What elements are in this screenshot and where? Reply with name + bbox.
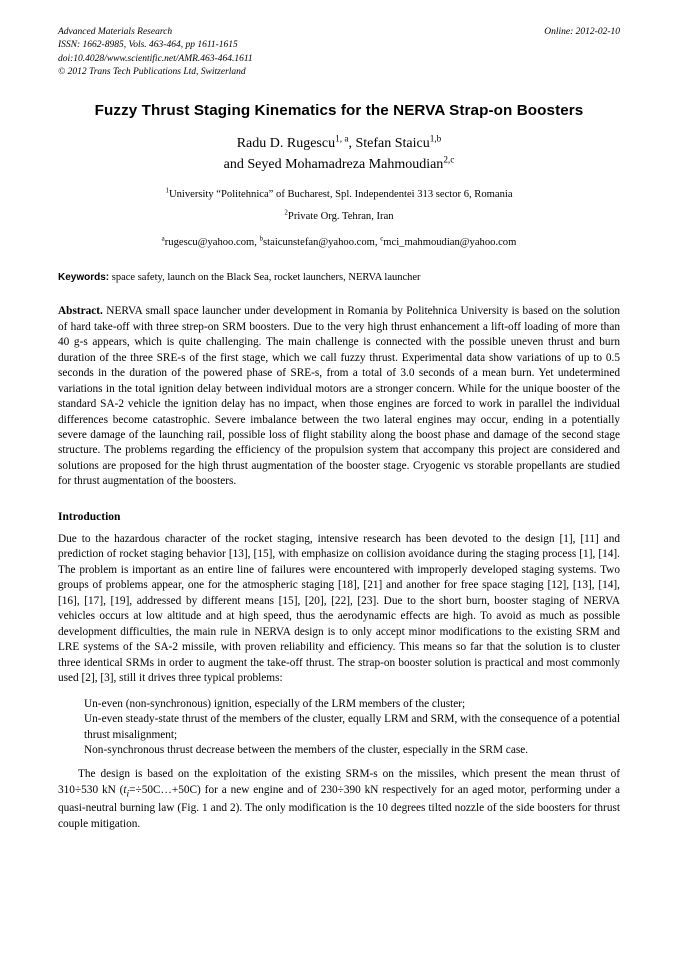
online-date: Online: 2012-02-10	[544, 27, 620, 37]
intro-paragraph-1: Due to the hazardous character of the rocket staging, intensive research has been devoted to the design [1], [11] and prediction of rocket staging behavior [13], [15], with emphasize on collision avoidance during the staging process [1], [14]. The problem is important as an entire line of failures were encountered with improperly developed staging systems. Two groups of problems appear, one for the atmospheric staging [18], [21] and another for free space staging [12], [13], [14], [16], [17], [19], addressed by different means [15], [20], [22], [23]. Due to the short burn, booster staging of NERVA vehicles occurs at low altitude and at high speed, thus the aerodynamic effects are high. To avoid as much as possible development difficulties, the main rule in NERVA design is to only accept minor modifications to the existing SRM and LRE systems of the SA-2 missile, with proven reliability and efficiency. This means so far that the solution is to cluster three identical SRMs in order to augment the take-off thrust. The strap-on booster solution is practical and most commonly used [2], [3], still it drives three typical problems:	[58, 532, 620, 685]
keywords-label: Keywords:	[58, 271, 110, 283]
email-1-sup: a	[161, 234, 165, 243]
list-item: Un-even steady-state thrust of the members of the cluster, equally LRM and SRM, with the consequence of a potential thrust misalignment;	[84, 713, 620, 741]
intro-paragraph-2	[58, 767, 620, 832]
variable-t: t	[123, 783, 127, 796]
author-line-1	[236, 133, 442, 151]
author-1-sup: 1, a	[335, 133, 349, 144]
author-emails	[58, 234, 620, 248]
header-left-block	[58, 26, 253, 80]
journal-name: Advanced Materials Research	[58, 27, 173, 37]
email-3-sup: c	[380, 234, 384, 243]
affiliation-2-text: Private Org. Tehran, Iran	[287, 211, 394, 223]
author-2-name: , Stefan Staicu	[348, 135, 430, 151]
author-1-name: Radu D. Rugescu	[236, 135, 336, 151]
author-list	[58, 133, 620, 175]
abstract-label: Abstract.	[58, 305, 103, 318]
email-1: rugescu@yahoo.com,	[164, 236, 260, 248]
list-item: Un-even (non-synchronous) ignition, especially of the LRM members of the cluster;	[84, 697, 466, 710]
abstract-block	[58, 304, 620, 490]
page-title: Fuzzy Thrust Staging Kinematics for the NERVA Strap-on Boosters	[94, 101, 584, 119]
intro-p2-part-a: The design is based on the exploitation of the existing SRM-s on the missiles, which present the mean thrust of 310÷530 kN (	[58, 768, 620, 796]
list-item: Non-synchronous thrust decrease between the members of the cluster, especially in the SRM case.	[84, 743, 529, 756]
page-header	[58, 26, 620, 80]
copyright-line: © 2012 Trans Tech Publications Ltd, Switzerland	[58, 67, 246, 78]
author-3-sup: 2,c	[443, 154, 455, 165]
email-2-sup: b	[259, 234, 264, 243]
variable-subscript: i	[126, 789, 130, 800]
email-3: mci_mahmoudian@yahoo.com	[383, 236, 517, 248]
affiliations	[58, 187, 620, 226]
doi-line: doi:10.4028/www.scientific.net/AMR.463-464.1611	[58, 53, 253, 64]
affiliation-1-sup: 1	[165, 186, 169, 195]
affiliation-1	[58, 187, 620, 203]
issn-line: ISSN: 1662-8985, Vols. 463-464, pp 1611-1615	[58, 40, 238, 51]
author-2-sup: 1,b	[429, 133, 442, 144]
keywords-block	[58, 270, 620, 286]
keywords-value: space safety, launch on the Black Sea, rocket launchers, NERVA launcher	[109, 271, 421, 283]
affiliation-2-sup: 2	[284, 208, 288, 217]
author-line-2	[58, 154, 620, 175]
email-2: staicunstefan@yahoo.com,	[263, 236, 381, 248]
author-3-name: and Seyed Mohamadreza Mahmoudian	[223, 156, 444, 172]
affiliation-2	[58, 209, 620, 225]
problem-list	[58, 697, 620, 759]
affiliation-1-text: University “Politehnica” of Bucharest, Spl. Independentei 313 sector 6, Romania	[168, 188, 513, 200]
intro-p2-part-b: =÷50C…+50C) for a new engine and of 230÷390 kN respectively for an aged motor, performing under a quasi-neutral burning law (Fig. 1 and 2). The only modification is the 10 degrees tilted nozzle of the side boosters for thrust couple mitigation.	[58, 783, 620, 830]
abstract-text: NERVA small space launcher under development in Romania by Politehnica University is based on the solution of hard take-off with three strep-on SRM boosters. Due to the very high thrust enhancement a lift-off loading of more than 40 g-s appears, which is quite challenging. The main challenge is connected with the possible uneven thrust and burn duration of the three SRE-s of the first stage, which we call fuzzy thrust. Experimental data show variations of up to 0.5 seconds in the duration of the powered phase of SRE-s, from a total of 3.0 seconds of a mean burn. Yet undetermined variations in the total ignition delay between individual motors are a stronger concern. While for the unique booster of the standard SA-2 vehicle the ignition delay has no impact, when those engines are forced to work in parallel the individual differences become catastrophic. Severe imbalance between the two lateral engines may occur, ending in a potentially severe damage of the launching rail, possible loss of flight stability along the boost phase and damage of the second stage structure. The problems regarding the efficiency of the propulsion system that accompany this project are considered and solutions are proposed for the high thrust augmentation of the booster stage. Cryogenic vs storable propellants are studied for thrust augmentation of the boosters.	[58, 305, 620, 488]
section-heading-introduction: Introduction	[58, 510, 121, 523]
